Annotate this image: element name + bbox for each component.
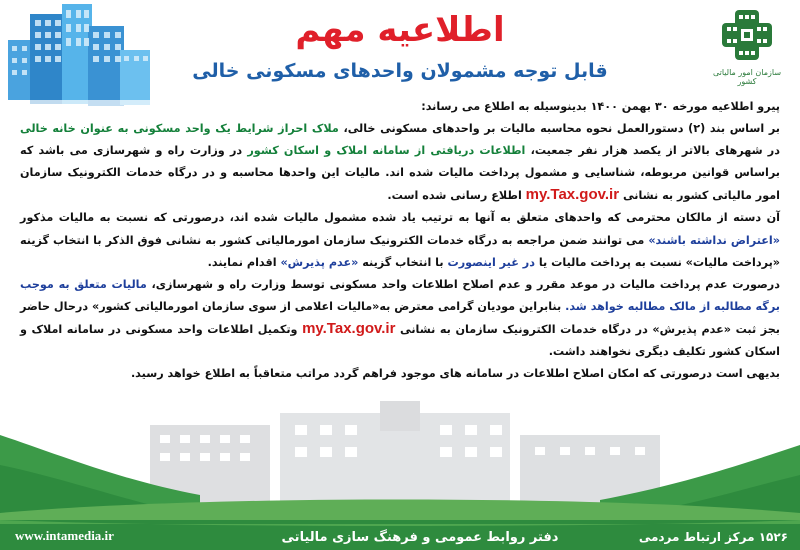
footer-department: دفتر روابط عمومی و فرهنگ سازی مالیاتی — [281, 530, 559, 545]
page-title: اطلاعیه مهم — [295, 10, 505, 50]
highlight-housing-system: اطلاعات دریافتی از سامانه املاک و اسکان کشور — [247, 144, 526, 158]
text-segment: در وزارت راه و شهرسازی می باشد که براساس قوانین مربوطه، شناسایی و مشمول پرداخت مالیات شده اند. مالیات این واحدها محاسبه و در درگاه خدمات الکترونیک سازمان امور مالیاتی کشور به نشانی — [20, 144, 780, 203]
paragraph-nonpayment — [20, 274, 780, 363]
highlight-not-accept: «عدم پذیرش» — [280, 255, 359, 269]
text-segment: می توانند ضمن مراجعه به درگاه خدمات الکترونیک سازمان امورمالیاتی کشور به نشانی فوق الذکر با انتخاب گزینه «پرداخت مالیات» نسبت به پرداخت مالیات یا — [20, 233, 780, 269]
footer-call-center: ۱۵۲۶ مرکز ارتباط مردمی — [638, 530, 788, 544]
announcement-body — [20, 96, 780, 385]
highlight-otherwise: در غیر اینصورت — [447, 255, 535, 269]
paragraph-closing — [20, 363, 780, 385]
intro-line — [20, 96, 780, 118]
highlight-claim-notice: مالیات متعلق به موجب برگه مطالبه از مالک مطالبه خواهد شد. — [20, 277, 780, 313]
text-segment: در شهرهای بالاتر از یکصد هزار نفر جمعیت، — [525, 144, 780, 158]
page-subtitle: قابل توجه مشمولان واحدهای مسکونی خالی — [192, 60, 608, 82]
text-segment: اطلاع رسانی شده است. — [387, 189, 526, 203]
closing-text: بدیهی است درصورتی که امکان اصلاح اطلاعات در سامانه های موجود فراهم گردد مراتب متعاقباً به اطلاع خواهد رسید. — [130, 367, 780, 381]
intro-text: پیرو اطلاعیه مورخه ۳۰ بهمن ۱۴۰۰ بدینوسیله به اطلاع می رساند: — [421, 100, 780, 113]
tax-organization-logo — [704, 6, 790, 98]
tax-organization-emblem-icon — [704, 6, 790, 66]
website-link[interactable]: my.Tax.gov.ir — [302, 319, 396, 337]
text-segment: آن دسته از مالکان محترمی که واحدهای متعلق به آنها به ترتیب یاد شده مشمول مالیات شده اند، درصورتی که نسبت به مالیات مذکور — [20, 211, 780, 225]
highlight-no-objection: «اعتراض نداشته باشند» — [648, 233, 780, 247]
text-segment: بنابراین مودیان گرامی معترض به«مالیات اعلامی از سوی سازمان امورمالیاتی کشور» درحال حاضر بجز ثبت «عدم پذیرش» در درگاه خدمات الکترونیک سازمان به نشانی — [20, 299, 780, 336]
text-segment: بر اساس بند (۲) دستورالعمل نحوه محاسبه مالیات بر واحدهای مسکونی خالی، — [338, 122, 780, 136]
text-segment: وتکمیل اطلاعات واحد مسکونی در سامانه املاک و اسکان کشور تکلیف دیگری نخواهند داشت. — [20, 322, 780, 359]
footer-website[interactable]: www.intamedia.ir — [15, 528, 114, 543]
website-link[interactable]: my.Tax.gov.ir — [525, 186, 620, 204]
logo-caption: سازمان امور مالیاتی کشور — [712, 68, 782, 86]
paragraph-basis — [20, 118, 780, 207]
highlight-vacancy-criterion: ملاک احراز شرایط یک واحد مسکونی به عنوان خانه خالی — [20, 122, 339, 136]
header — [0, 0, 800, 98]
text-segment: درصورت عدم پرداخت مالیات در موعد مقرر و عدم اصلاح اطلاعات واحد مسکونی توسط وزارت راه و شهرسازی، — [146, 277, 780, 291]
text-segment: با انتخاب گزینه — [358, 255, 448, 269]
text-segment: اقدام نمایند. — [207, 255, 281, 269]
paragraph-options — [20, 207, 780, 273]
